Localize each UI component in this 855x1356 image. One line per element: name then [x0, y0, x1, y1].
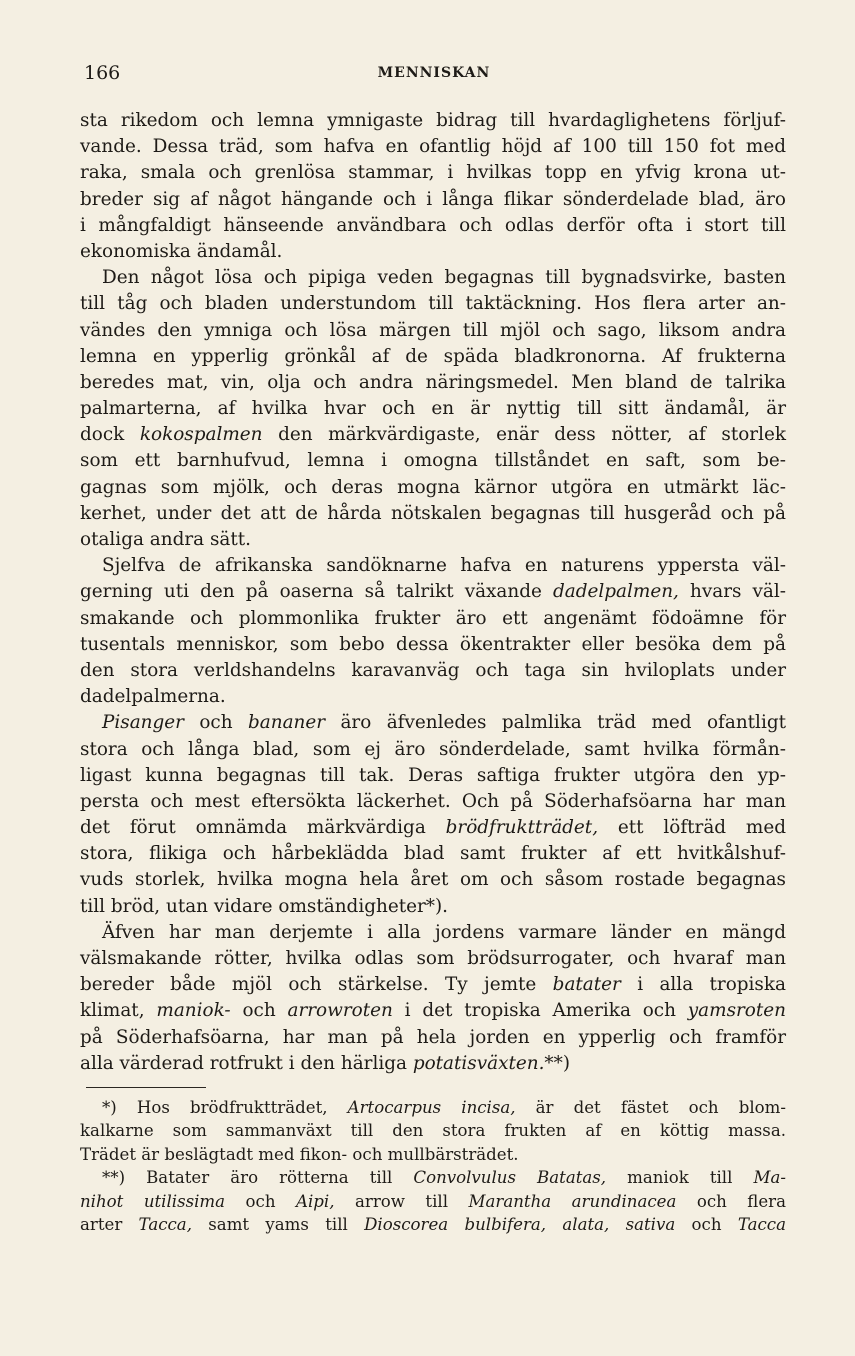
italic-term: yamsroten [687, 1000, 786, 1022]
italic-term: maniok- [156, 1000, 231, 1022]
text-run: **) Batater äro rötterna till [102, 1168, 414, 1188]
italic-term: potatisväxten. [412, 1052, 545, 1074]
italic-term: dadelpalmen, [553, 581, 679, 603]
text-line [80, 291, 786, 317]
text-line [80, 239, 786, 265]
italic-term: Pisanger [102, 712, 184, 734]
text-line [80, 972, 786, 998]
text-line [80, 1025, 786, 1051]
text-line [80, 108, 786, 134]
text-run: vuds storlek, hvilka mogna hela året om och såsom rostade begagnas [80, 869, 786, 891]
text-run: kalkarne som sammanväxt till den stora frukten af en köttig massa. [80, 1121, 786, 1141]
text-run: persta och mest eftersökta läckerhet. Och på Söderhafsöarna har man [80, 790, 786, 812]
main-text [80, 108, 786, 1237]
text-run: vande. Dessa träd, som hafva en ofantlig höjd af 100 till 150 fot med [80, 136, 786, 158]
italic-term: Convolvulus Batatas, [413, 1168, 607, 1188]
text-line [80, 710, 786, 736]
text-line [80, 160, 786, 186]
text-run: smakande och plommonlika frukter äro ett angenämt födoämne för [80, 607, 786, 629]
text-line [80, 396, 786, 422]
text-run: klimat, [80, 1000, 157, 1022]
text-run: lemna en ypperlig grönkål af de späda bladkronorna. Af frukterna [80, 345, 786, 367]
text-run: den stora verldshandelns karavanväg och taga sin hviloplats under [80, 659, 786, 681]
italic-term: Tacca, [138, 1215, 192, 1235]
text-line [80, 841, 786, 867]
italic-term: batater [552, 974, 621, 996]
text-run: raka, smala och grenlösa stammar, i hvilkas topp en yfvig krona ut- [80, 162, 786, 184]
text-line [80, 815, 786, 841]
text-run: det förut omnämda märkvärdiga [80, 817, 446, 839]
text-run: sta rikedom och lemna ymnigaste bidrag till hvardaglighetens förljuf- [80, 110, 786, 131]
text-run: gerning uti den på oaserna så talrikt växande [80, 581, 553, 603]
text-run: kerhet, under det att de hårda nötskalen begagnas till husgeråd och på [80, 502, 786, 524]
page-header [84, 62, 784, 88]
text-run: otaliga andra sätt. [80, 529, 251, 550]
text-line [80, 344, 786, 370]
footnote-rule [86, 1087, 206, 1088]
text-line [80, 579, 786, 605]
text-run: och [225, 1191, 297, 1211]
italic-term: brödfruktträdet, [445, 817, 599, 839]
text-line [80, 187, 786, 213]
text-run: alla värderad rotfrukt i den härliga [80, 1052, 413, 1074]
text-run: breder sig af något hängande och i långa flikar sönderdelade blad, äro [80, 188, 786, 210]
italic-term: kokospalmen [139, 424, 263, 446]
footnote-line [80, 1119, 786, 1143]
text-run: och [183, 712, 248, 734]
text-line [80, 318, 786, 344]
text-run: ligast kunna begagnas till tak. Deras saftiga frukter utgöra den yp- [80, 764, 786, 786]
text-run: ekonomiska ändamål. [80, 240, 283, 262]
text-line [80, 606, 786, 632]
text-run: arter [80, 1215, 139, 1235]
italic-term: bananer [247, 712, 326, 734]
running-head: MENNISKAN [377, 65, 491, 81]
text-run: **) [544, 1052, 570, 1074]
text-line [80, 998, 786, 1024]
text-run: bereder både mjöl och stärkelse. Ty jemte [80, 974, 553, 996]
text-run: den märkvärdigaste, enär dess nötter, af storlek [262, 424, 786, 446]
italic-term: Marantha arundinacea [468, 1191, 677, 1211]
footnote-line [80, 1143, 786, 1167]
text-run: i alla tropiska [620, 974, 786, 996]
text-run: i det tropiska Amerika och [392, 1000, 688, 1022]
text-line [80, 789, 786, 815]
footnote-line [80, 1166, 786, 1190]
italic-term: nihot utilissima [80, 1191, 226, 1211]
text-line [80, 867, 786, 893]
text-run: äro äfvenledes palmlika träd med ofantligt [325, 712, 786, 734]
footnote-line [80, 1213, 786, 1237]
text-line [80, 658, 786, 684]
body-text [80, 108, 786, 1077]
text-run: och [675, 1215, 738, 1235]
text-run: och [230, 1000, 288, 1022]
text-run: palmarterna, af hvilka hvar och en är nyttig till sitt ändamål, är [80, 398, 786, 420]
text-line [80, 422, 786, 448]
text-run: stora, flikiga och hårbeklädda blad samt frukter af ett hvitkålshuf- [80, 843, 786, 865]
text-line [80, 501, 786, 527]
text-run: gagnas som mjölk, och deras mogna kärnor utgöra en utmärkt läc- [80, 476, 786, 498]
text-run: välsmakande rötter, hvilka odlas som brödsurrogater, och hvaraf man [80, 948, 786, 969]
text-run: stora och långa blad, som ej äro sönderdelade, samt hvilka förmån- [80, 738, 786, 760]
text-run: till tåg och bladen understundom till taktäckning. Hos flera arter an- [80, 293, 786, 315]
text-line [80, 684, 786, 710]
text-run: och flera [676, 1191, 787, 1211]
italic-term: arrowroten [287, 1000, 393, 1022]
text-line [80, 894, 786, 920]
text-run: dock [80, 424, 140, 446]
text-line [80, 370, 786, 396]
text-run: Sjelfva de afrikanska sandöknarne hafva en naturens yppersta väl- [102, 555, 786, 577]
page-number: 166 [84, 62, 121, 84]
text-run: dadelpalmerna. [80, 686, 226, 708]
text-run: beredes mat, vin, olja och andra näringsmedel. Men bland de talrika [80, 371, 786, 393]
text-line [80, 632, 786, 658]
text-line [80, 134, 786, 160]
text-line [80, 213, 786, 239]
text-line [80, 1051, 786, 1077]
text-run: vändes den ymniga och lösa märgen till mjöl och sago, liksom andra [80, 319, 786, 341]
text-run: Äfven har man derjemte i alla jordens varmare länder en mängd [102, 921, 786, 943]
text-line [80, 946, 786, 972]
text-run: på Söderhafsöarna, har man på hela jorden en ypperlig och framför [80, 1026, 786, 1048]
italic-term: Tacca [737, 1215, 786, 1235]
italic-term: Dioscorea bulbifera, alata, sativa [364, 1215, 676, 1235]
text-run: är det fästet och blom- [515, 1097, 786, 1117]
text-line [80, 475, 786, 501]
footnotes [80, 1096, 786, 1237]
text-run: Trädet är beslägtadt med fikon- och mullbärsträdet. [80, 1144, 519, 1164]
text-line [80, 763, 786, 789]
text-line [80, 920, 786, 946]
text-run: tusentals menniskor, som bebo dessa ökentrakter eller besöka dem på [80, 633, 786, 655]
text-run: arrow till [334, 1191, 469, 1211]
text-run: maniok till [606, 1168, 754, 1188]
text-run: i mångfaldigt hänseende användbara och odlas derför ofta i stort till [80, 214, 786, 236]
footnote-line [80, 1190, 786, 1214]
italic-term: Aipi, [296, 1191, 335, 1211]
text-run: till bröd, utan vidare omständigheter*). [80, 895, 448, 917]
text-run: ett löfträd med [598, 817, 786, 839]
text-run: hvars väl- [678, 581, 786, 603]
italic-term: Ma- [753, 1168, 786, 1188]
text-run: som ett barnhufvud, lemna i omogna tillståndet en saft, som be- [80, 450, 786, 472]
text-line [80, 527, 786, 553]
italic-term: Artocarpus incisa, [347, 1097, 516, 1117]
text-line [80, 553, 786, 579]
text-run: Den något lösa och pipiga veden begagnas till bygnadsvirke, basten [102, 267, 786, 289]
text-line [80, 448, 786, 474]
text-line [80, 265, 786, 291]
text-run: *) Hos brödfruktträdet, [102, 1097, 348, 1117]
text-line [80, 737, 786, 763]
text-run: samt yams till [191, 1215, 365, 1235]
footnote-line [80, 1096, 786, 1120]
